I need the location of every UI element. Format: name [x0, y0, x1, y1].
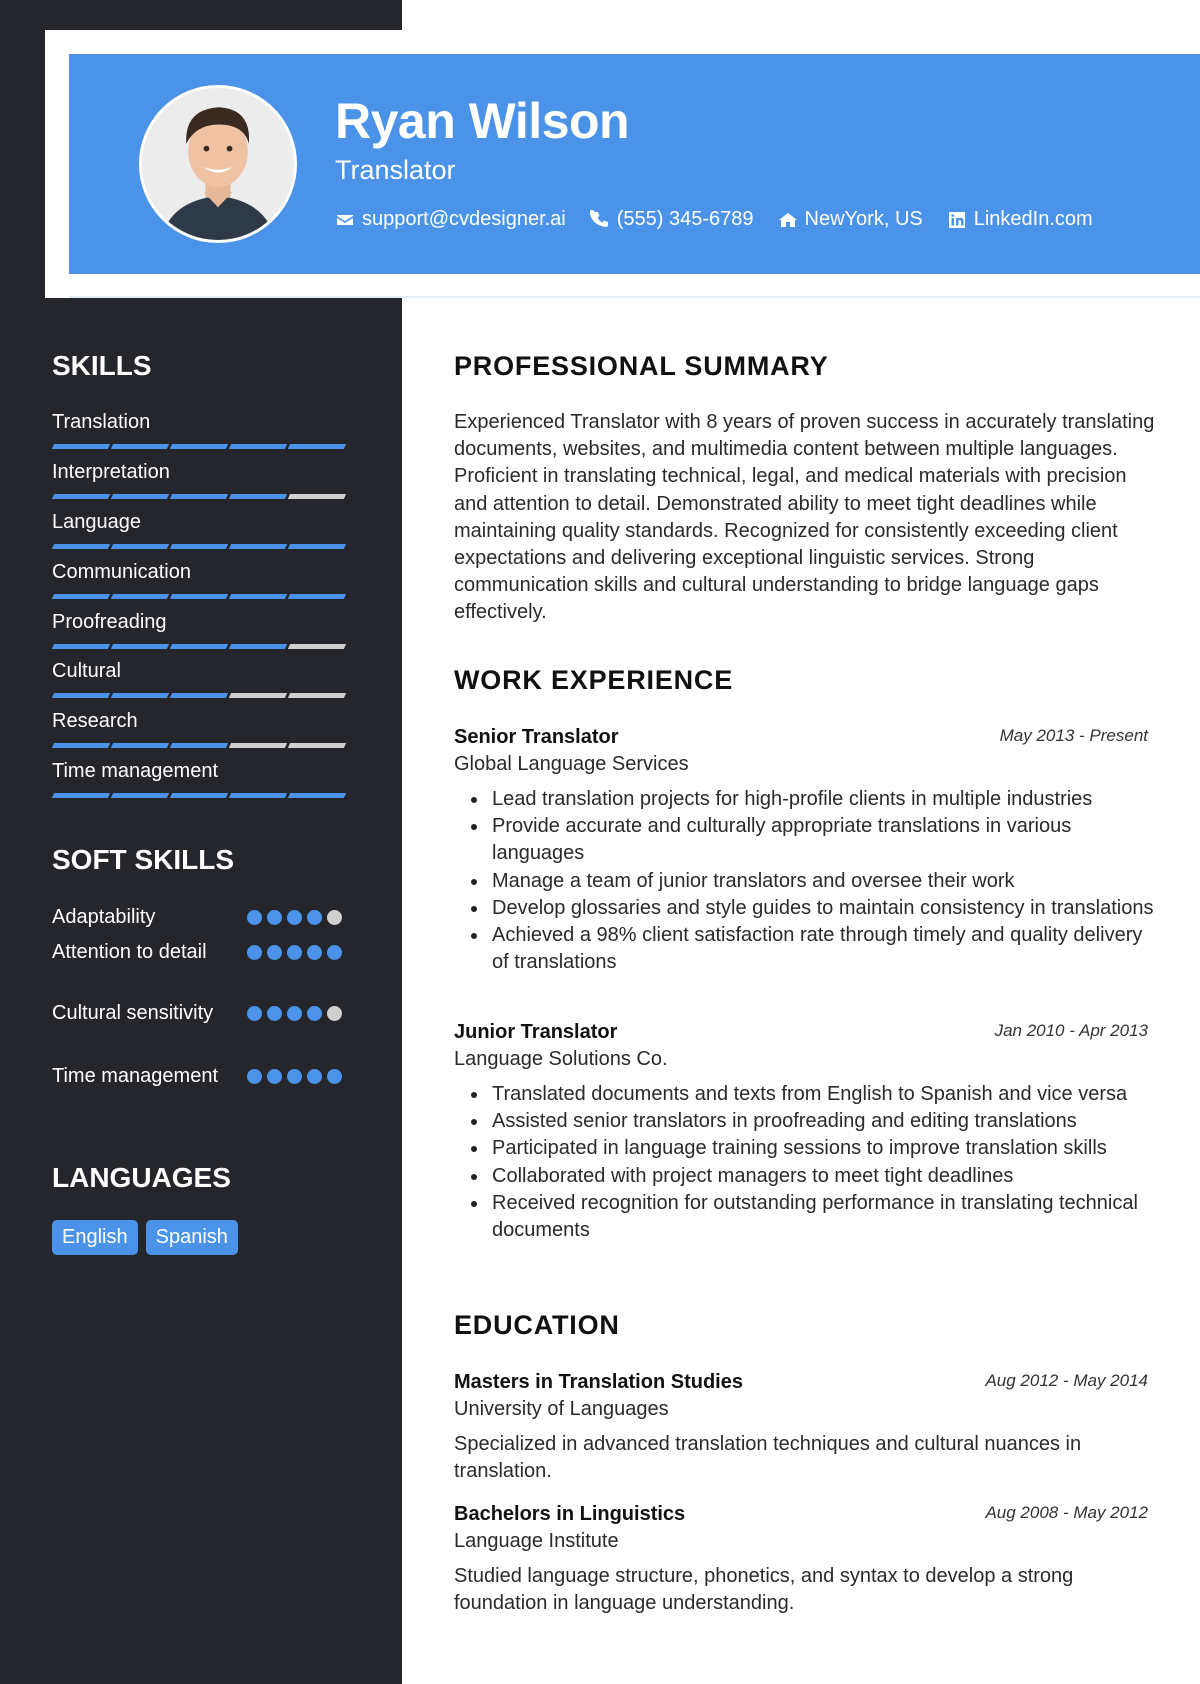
skill-bar [53, 494, 348, 499]
language-tag-english: English [52, 1220, 138, 1255]
header-divider [69, 296, 1200, 298]
skill-segment-filled [288, 544, 346, 549]
rating-dot-filled [307, 1006, 322, 1021]
soft-skill-name: Time management [52, 1065, 218, 1087]
rating-dot-filled [267, 1069, 282, 1084]
skill-segment-empty [288, 494, 346, 499]
contact-phone[interactable] [590, 208, 754, 231]
list-item: Assisted senior translators in proofreading and editing translations [492, 1108, 1160, 1135]
skill-segment-filled [52, 494, 110, 499]
list-item: Lead translation projects for high-profile clients in multiple industries [492, 786, 1160, 813]
skill-segment-filled [288, 594, 346, 599]
rating-dot-empty [327, 910, 342, 925]
soft-skill-name: Attention to detail [52, 941, 207, 963]
rating-dot-filled [247, 1006, 262, 1021]
contact-linkedin-text: LinkedIn.com [973, 208, 1093, 230]
skill-segment-filled [170, 594, 228, 599]
rating-dot-filled [267, 945, 282, 960]
job-company: Language Solutions Co. [454, 1048, 668, 1070]
education-description: Studied language structure, phonetics, and syntax to develop a strong foundation in language understanding. [454, 1565, 1074, 1615]
skill-segment-filled [52, 743, 110, 748]
rating-dot-filled [307, 945, 322, 960]
skill-name: Proofreading [52, 611, 167, 633]
list-item: Develop glossaries and style guides to maintain consistency in translations [492, 895, 1160, 922]
skill-bar [53, 793, 348, 798]
skill-segment-filled [52, 644, 110, 649]
job-title: Junior Translator [454, 1021, 618, 1043]
contact-location [778, 208, 923, 231]
skill-segment-filled [52, 444, 110, 449]
list-item: Manage a team of junior translators and oversee their work [492, 868, 1160, 895]
envelope-icon [335, 210, 355, 230]
rating-dot-filled [307, 910, 322, 925]
skill-segment-filled [52, 693, 110, 698]
job-bullets [492, 1081, 1160, 1244]
job-date: Jan 2010 - Apr 2013 [994, 1021, 1148, 1040]
candidate-title: Translator [335, 155, 456, 185]
list-item: Participated in language training sessions to improve translation skills [492, 1135, 1160, 1162]
skill-segment-filled [170, 494, 228, 499]
skill-segment-filled [229, 644, 287, 649]
skills-heading: SKILLS [52, 350, 152, 381]
rating-dot-filled [307, 1069, 322, 1084]
skill-name: Research [52, 710, 138, 732]
soft-skill-dots [247, 1006, 347, 1021]
soft-skills-heading: SOFT SKILLS [52, 844, 234, 875]
experience-heading: WORK EXPERIENCE [454, 665, 734, 695]
contact-location-text: NewYork, US [804, 208, 923, 230]
skill-segment-filled [229, 494, 287, 499]
education-degree: Bachelors in Linguistics [454, 1503, 686, 1525]
skill-segment-empty [288, 693, 346, 698]
avatar [139, 85, 297, 243]
skill-segment-empty [229, 743, 287, 748]
list-item: Collaborated with project managers to meet tight deadlines [492, 1163, 1160, 1190]
job-title: Senior Translator [454, 726, 619, 748]
skill-bar [53, 644, 348, 649]
skill-name: Cultural [52, 660, 121, 682]
skill-name: Communication [52, 561, 191, 583]
skill-segment-filled [111, 743, 169, 748]
skill-segment-filled [111, 693, 169, 698]
list-item: Achieved a 98% client satisfaction rate through timely and quality delivery of translations [492, 922, 1160, 976]
skill-segment-filled [170, 444, 228, 449]
skill-bar [53, 544, 348, 549]
soft-skill-dots [247, 1069, 347, 1084]
linkedin-icon [947, 210, 967, 230]
list-item: Provide accurate and culturally appropriate translations in various languages [492, 813, 1160, 867]
summary-heading: PROFESSIONAL SUMMARY [454, 351, 829, 381]
skill-segment-filled [111, 494, 169, 499]
home-icon [778, 210, 798, 230]
rating-dot-filled [287, 1069, 302, 1084]
rating-dot-filled [287, 945, 302, 960]
education-date: Aug 2012 - May 2014 [985, 1371, 1148, 1390]
education-date: Aug 2008 - May 2012 [985, 1503, 1148, 1522]
rating-dot-filled [247, 1069, 262, 1084]
skill-segment-empty [229, 693, 287, 698]
skill-segment-filled [288, 444, 346, 449]
soft-skill-name: Adaptability [52, 906, 156, 928]
list-item: Received recognition for outstanding performance in translating technical documents [492, 1190, 1160, 1244]
contact-row [335, 208, 1117, 231]
skill-bar [53, 693, 348, 698]
skill-segment-filled [229, 793, 287, 798]
languages-heading: LANGUAGES [52, 1162, 231, 1193]
skill-segment-filled [229, 544, 287, 549]
skill-segment-filled [52, 544, 110, 549]
skill-bar [53, 444, 348, 449]
rating-dot-filled [287, 1006, 302, 1021]
skill-name: Translation [52, 411, 151, 433]
contact-phone-text: (555) 345-6789 [616, 208, 754, 230]
skill-name: Time management [52, 760, 218, 782]
skill-bar [53, 594, 348, 599]
rating-dot-filled [247, 945, 262, 960]
skill-segment-filled [52, 594, 110, 599]
skill-bar [53, 743, 348, 748]
profile-photo [142, 88, 294, 240]
skill-segment-filled [170, 644, 228, 649]
skill-segment-empty [288, 743, 346, 748]
rating-dot-filled [267, 910, 282, 925]
summary-text: Experienced Translator with 8 years of proven success in accurately translating documents, websites, and multimedia content between multiple languages. Proficient in translating technical, legal, and medical materials with precision and attention to detail. Demonstrated ability to meet tight deadlines while maintaining quality standards. Recognized for consistently exceeding client expectations and delivering exceptional linguistic services. Strong communication skills and cultural understanding to bridge language gaps effectively. [454, 411, 1155, 624]
list-item: Translated documents and texts from English to Spanish and vice versa [492, 1081, 1160, 1108]
skill-segment-filled [111, 644, 169, 649]
language-tag-spanish: Spanish [146, 1220, 238, 1255]
skill-segment-filled [111, 544, 169, 549]
rating-dot-filled [327, 1069, 342, 1084]
skill-segment-filled [229, 594, 287, 599]
education-description: Specialized in advanced translation techniques and cultural nuances in translation. [454, 1433, 1082, 1483]
skill-segment-filled [170, 743, 228, 748]
job-date: May 2013 - Present [999, 726, 1148, 745]
rating-dot-filled [287, 910, 302, 925]
skill-segment-filled [111, 793, 169, 798]
contact-linkedin[interactable] [947, 208, 1093, 231]
soft-skill-dots [247, 910, 347, 925]
contact-email[interactable] [335, 208, 566, 231]
rating-dot-filled [247, 910, 262, 925]
skill-segment-filled [111, 594, 169, 599]
skill-segment-filled [111, 444, 169, 449]
skill-segment-filled [170, 793, 228, 798]
education-degree: Masters in Translation Studies [454, 1371, 743, 1393]
candidate-name: Ryan Wilson [335, 93, 630, 149]
skill-name: Interpretation [52, 461, 170, 483]
skill-segment-filled [52, 793, 110, 798]
rating-dot-empty [327, 1006, 342, 1021]
education-heading: EDUCATION [454, 1310, 620, 1340]
skill-segment-filled [288, 793, 346, 798]
skill-segment-filled [229, 444, 287, 449]
soft-skill-name: Cultural sensitivity [52, 1002, 214, 1024]
phone-icon [590, 210, 610, 230]
skill-segment-filled [170, 544, 228, 549]
contact-email-text: support@cvdesigner.ai [362, 208, 566, 230]
education-school: University of Languages [454, 1398, 669, 1420]
job-bullets [492, 786, 1160, 976]
education-school: Language Institute [454, 1530, 619, 1552]
skill-segment-empty [288, 644, 346, 649]
skill-name: Language [52, 511, 141, 533]
language-tags [52, 1220, 246, 1255]
skill-segment-filled [170, 693, 228, 698]
rating-dot-filled [267, 1006, 282, 1021]
job-company: Global Language Services [454, 753, 689, 775]
rating-dot-filled [327, 945, 342, 960]
soft-skill-dots [247, 945, 347, 960]
